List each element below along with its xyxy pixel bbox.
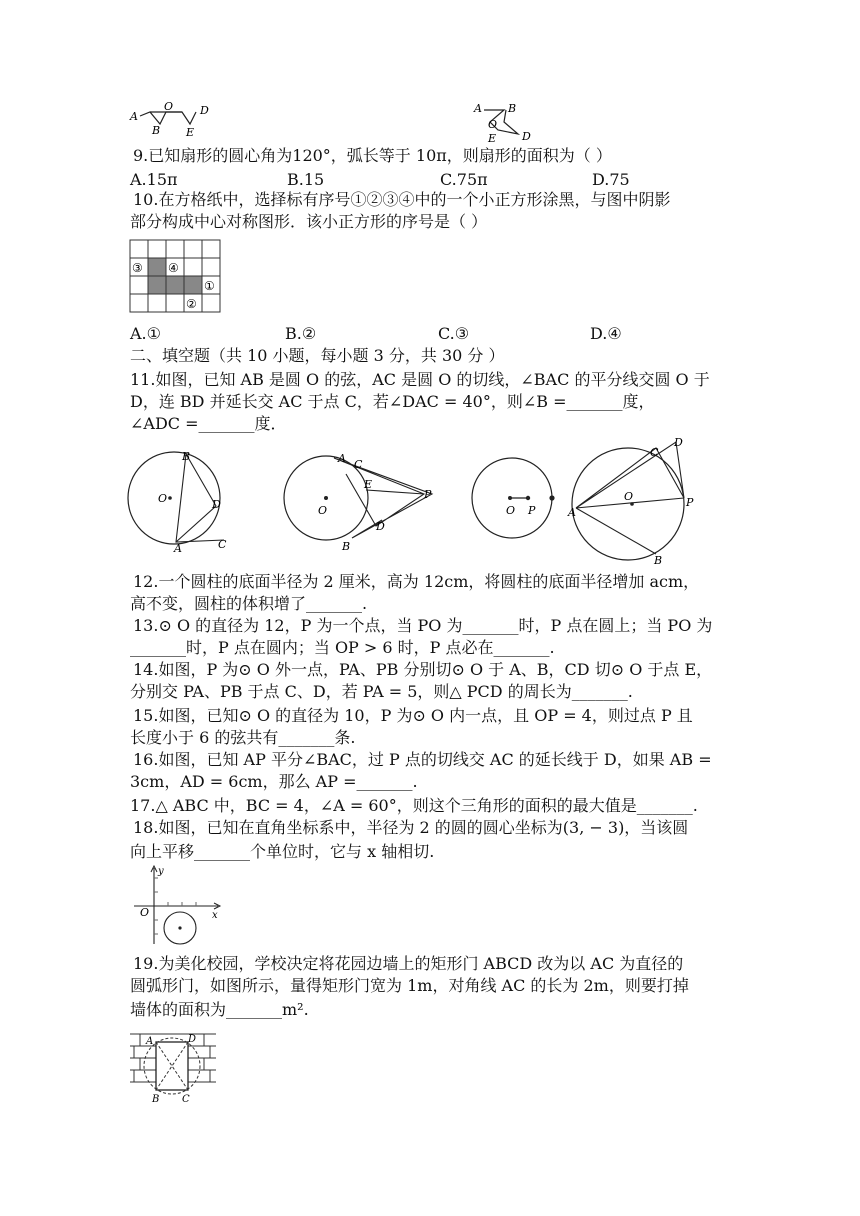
grid-label-2: ② bbox=[186, 297, 197, 311]
q12-line-1: 12.一个圆柱的底面半径为 2 厘米，高为 12cm，将圆柱的底面半径增加 acm， bbox=[133, 572, 700, 591]
q10-choice-b: B.② bbox=[285, 324, 317, 343]
q18-line-1: 18.如图，已知在直角坐标系中，半径为 2 的圆的圆心坐标为(3, − 3)，当该圆 bbox=[133, 818, 689, 837]
section-2-heading: 二、填空题（共 10 小题，每小题 3 分，共 30 分 ） bbox=[130, 346, 505, 365]
q10-stem-2: 部分构成中心对称图形．该小正方形的序号是（ ） bbox=[130, 212, 488, 231]
fig-label: D bbox=[674, 436, 683, 449]
fig-label: D bbox=[212, 498, 221, 511]
q14-line-1: 14.如图，P 为⊙ O 外一点，PA、PB 分别切⊙ O 于 A、B，CD 切⊙ O 于点 E， bbox=[133, 660, 713, 679]
fig-label: B bbox=[152, 1094, 160, 1105]
grid-label-4: ④ bbox=[168, 261, 179, 275]
q10-choice-c: C.③ bbox=[438, 324, 470, 343]
q9-choice-b: B.15 bbox=[287, 170, 325, 189]
q19-line-1: 19.为美化校园，学校决定将花园边墙上的矩形门 ABCD 改为以 AC 为直径的 bbox=[133, 954, 684, 973]
q12-line-2: 高不变，圆柱的体积增了_______. bbox=[130, 594, 368, 613]
fig-label: P bbox=[424, 488, 432, 501]
fig-label: C bbox=[650, 446, 659, 459]
fig-label: O bbox=[624, 490, 634, 503]
fig-label: P bbox=[528, 504, 536, 517]
axis-label-origin: O bbox=[140, 906, 150, 919]
q18-coordinate-figure bbox=[130, 864, 226, 950]
fig-label: C bbox=[354, 458, 363, 471]
fig-label: D bbox=[376, 520, 385, 533]
q16-line-1: 16.如图，已知 AP 平分∠BAC，过 P 点的切线交 AC 的延长线于 D，如果 AB = bbox=[133, 750, 712, 769]
fig-label: A bbox=[130, 110, 138, 123]
fig-label: O bbox=[318, 504, 328, 517]
fig-label: B bbox=[342, 540, 351, 553]
fig-label: D bbox=[188, 1034, 197, 1045]
q11-line-2: D，连 BD 并延长交 AC 于点 C，若∠DAC = 40°，则∠B =_______度， bbox=[130, 392, 655, 411]
q9-choice-c: C.75π bbox=[440, 170, 488, 189]
fig-label: B bbox=[182, 450, 191, 463]
fig-label: C bbox=[218, 538, 227, 551]
fig-label: C bbox=[182, 1094, 190, 1105]
q10-grid-figure bbox=[130, 240, 222, 314]
fig-label: A bbox=[474, 102, 482, 115]
q9-choice-d: D.75 bbox=[592, 170, 630, 189]
grid-label-1: ① bbox=[204, 279, 215, 293]
fig-label: A bbox=[146, 1036, 154, 1047]
q14-line-2: 分别交 PA、PB 于点 C、D，若 PA = 5，则△ PCD 的周长为_______. bbox=[130, 682, 633, 701]
q16-line-2: 3cm，AD = 6cm，那么 AP =_______. bbox=[130, 772, 418, 791]
fig-circle-3 bbox=[470, 456, 560, 546]
q19-line-3: 墙体的面积为_______m². bbox=[130, 1000, 309, 1019]
fig-label: E bbox=[186, 126, 195, 139]
fig-label: E bbox=[488, 132, 497, 145]
fig-label: P bbox=[686, 496, 694, 509]
q18-line-2: 向上平移_______个单位时，它与 x 轴相切. bbox=[130, 842, 435, 861]
q19-door-figure bbox=[128, 1028, 220, 1104]
fig-circle-4 bbox=[566, 436, 696, 566]
q9-stem: 9.已知扇形的圆心角为120°，弧长等于 10π，则扇形的面积为（ ） bbox=[133, 146, 612, 165]
fig-circle-2 bbox=[282, 448, 442, 554]
axis-label-y: y bbox=[158, 866, 164, 877]
q15-line-2: 长度小于 6 的弦共有_______条. bbox=[130, 728, 356, 747]
fig-label: A bbox=[568, 506, 576, 519]
fig-label: A bbox=[338, 452, 346, 465]
q10-choice-a: A.① bbox=[130, 324, 161, 343]
fig-label: O bbox=[164, 100, 174, 113]
figure-top-left bbox=[128, 100, 228, 140]
q19-line-2: 圆弧形门，如图所示，量得矩形门宽为 1m，对角线 AC 的长为 2m，则要打掉 bbox=[130, 976, 689, 995]
q9-choice-a: A.15π bbox=[130, 170, 178, 189]
q11-line-3: ∠ADC =_______度． bbox=[130, 414, 287, 433]
q10-choice-d: D.④ bbox=[590, 324, 622, 343]
fig-label: B bbox=[152, 124, 161, 137]
figure-top-right bbox=[470, 100, 540, 145]
fig-label: D bbox=[522, 130, 531, 143]
q17-line-1: 17.△ ABC 中，BC = 4，∠A = 60°，则这个三角形的面积的最大值是_______. bbox=[130, 796, 698, 815]
q13-line-1: 13.⊙ O 的直径为 12，P 为一个点，当 PO 为_______时，P 点在圆上；当 PO 为 bbox=[133, 616, 713, 635]
fig-label: O bbox=[506, 504, 516, 517]
fig-label: A bbox=[174, 542, 182, 555]
fig-label: O bbox=[158, 492, 168, 505]
fig-label: E bbox=[364, 478, 373, 491]
grid-label-3: ③ bbox=[132, 261, 143, 275]
fig-label: O bbox=[488, 118, 498, 131]
q11-line-1: 11.如图，已知 AB 是圆 O 的弦，AC 是圆 O 的切线，∠BAC 的平分线交圆 O 于 bbox=[130, 370, 710, 389]
fig-label: B bbox=[508, 102, 517, 115]
fig-label: D bbox=[200, 104, 209, 117]
fig-circle-1 bbox=[128, 448, 238, 554]
fig-label: B bbox=[654, 554, 663, 567]
q13-line-2: _______时，P 点在圆内；当 OP > 6 时，P 点必在_______. bbox=[130, 638, 555, 657]
q15-line-1: 15.如图，已知⊙ O 的直径为 10，P 为⊙ O 内一点，且 OP = 4，则过点 P 且 bbox=[133, 706, 693, 725]
q10-stem-1: 10.在方格纸中，选择标有序号①②③④中的一个小正方形涂黑，与图中阴影 bbox=[133, 190, 671, 209]
axis-label-x: x bbox=[212, 910, 218, 921]
